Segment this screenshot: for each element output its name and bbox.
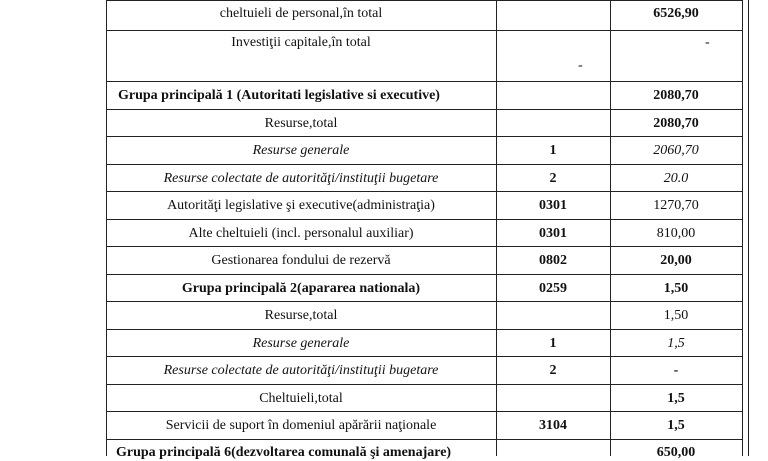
row-border: [106, 30, 742, 31]
row-border: [106, 109, 742, 110]
row-label: Resurse,total: [264, 308, 338, 323]
row-code: 1: [549, 143, 557, 158]
row-value: 1270,70: [653, 198, 699, 213]
row-code: 0301: [539, 226, 567, 241]
row-code: 0802: [539, 253, 567, 268]
row-border: [106, 329, 742, 330]
row-value: -: [705, 35, 710, 50]
row-label: Alte cheltuieli (incl. personalul auxiliar): [188, 226, 414, 241]
row-label: Grupa principală 6(dezvoltarea comunală şi amenajare): [116, 445, 452, 460]
row-border: [106, 219, 742, 220]
row-label: Resurse generale: [252, 143, 350, 158]
row-code: 1: [549, 336, 557, 351]
row-border: [106, 81, 742, 82]
row-code: 0259: [539, 281, 567, 296]
row-label: Autorităţi legislative şi executive(administraţia): [167, 198, 435, 213]
row-border: [106, 439, 742, 440]
row-label: Resurse colectate de autorităţi/instituţii bugetare: [163, 171, 439, 186]
row-value: 6526,90: [653, 6, 699, 21]
row-value: 20.0: [663, 171, 689, 186]
row-value: 20,00: [660, 253, 692, 268]
row-label: Investiţii capitale,în total: [231, 35, 371, 50]
table-border-right: [742, 0, 743, 456]
row-value: 2080,70: [653, 116, 699, 131]
row-code: 2: [549, 171, 557, 186]
row-border: [106, 274, 742, 275]
row-border: [106, 136, 742, 137]
row-label: Resurse colectate de autorităţi/instituţii bugetare: [163, 363, 439, 378]
row-label: Resurse,total: [264, 116, 338, 131]
row-value: 1,5: [667, 391, 685, 406]
row-value: 1,5: [667, 418, 685, 433]
row-label: Gestionarea fondului de rezervă: [211, 253, 391, 268]
row-border: [106, 191, 742, 192]
row-border: [106, 0, 742, 1]
row-border: [106, 384, 742, 385]
row-border: [106, 356, 742, 357]
row-code: 0301: [539, 198, 567, 213]
row-label: Grupa principală 2(apararea nationala): [181, 281, 421, 296]
row-label: Grupa principală 1 (Autoritati legislative si executive): [118, 88, 440, 103]
row-value: 1,50: [663, 281, 689, 296]
row-border: [106, 301, 742, 302]
page-edge-line: [748, 0, 749, 456]
row-value: 1,5: [667, 336, 685, 351]
row-border: [106, 411, 742, 412]
row-label: cheltuieli de personal,în total: [219, 6, 383, 21]
row-value: 2060,70: [653, 143, 699, 158]
row-border: [106, 246, 742, 247]
row-value: 650,00: [656, 445, 696, 460]
row-value: 1,50: [663, 308, 689, 323]
row-value: 810,00: [656, 226, 696, 241]
row-code: 2: [549, 363, 557, 378]
row-value: 2080,70: [653, 88, 699, 103]
row-code: -: [578, 58, 583, 73]
row-label: Resurse generale: [252, 336, 350, 351]
row-label: Servicii de suport în domeniul apărării naţionale: [165, 418, 437, 433]
row-value: -: [673, 363, 679, 378]
row-label: Cheltuieli,total: [259, 391, 343, 406]
row-code: 3104: [539, 418, 567, 433]
row-border: [106, 164, 742, 165]
